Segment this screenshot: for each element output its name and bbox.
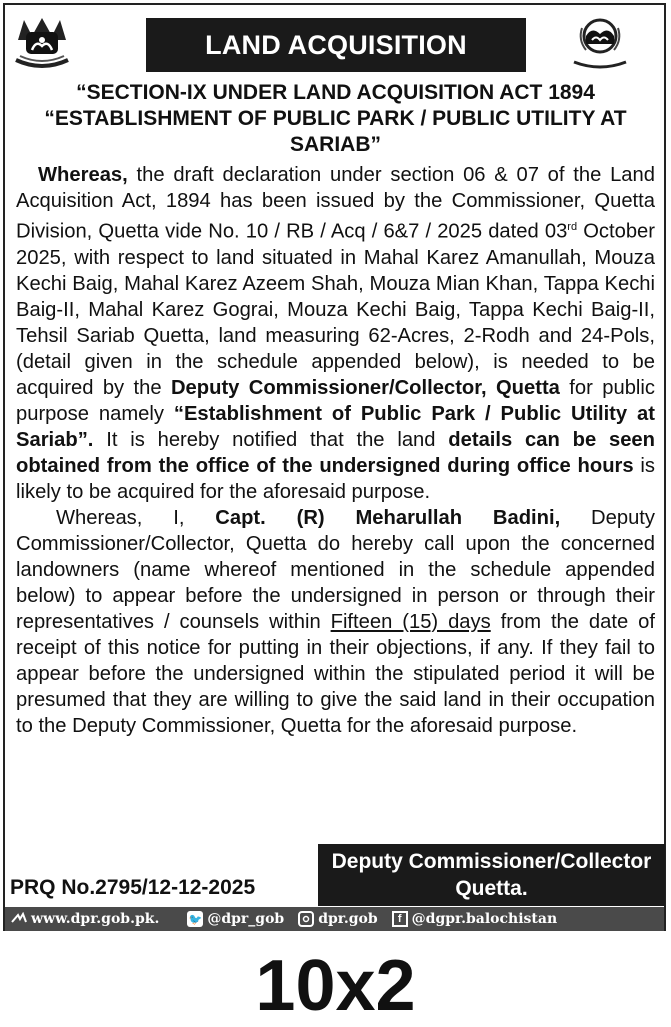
prq-number: PRQ No.2795/12-12-2025 [10, 876, 256, 899]
website-link[interactable]: www.dpr.gob.pk. [11, 911, 159, 927]
facebook-link[interactable]: f @dgpr.balochistan [392, 911, 557, 927]
paragraph-declaration: Whereas, the draft declaration under section 06 & 07 of the Land Acquisition Act, 1894 has been issued by the Commissioner, Quetta Division, Quetta vide No. 10 / RB / Acq / 6&7 / 2025 dated 03rd October 2025, with respect to land situated in Mahal Karez Amanullah, Mouza Kechi Baig, Mahal Karez Azeem Shah, Mouza Mian Khan, Tappa Kechi Baig-II, Mahal Karez Gograi, Mouza Kechi Baig, Tappa Kechi Baig-II, Tehsil Sariab Quetta, land measuring 62-Acres, 2-Rodh and 24-Pols, (detail given in the schedule appended below), is needed to be acquired by the Deputy Commissioner/Collector, Quetta for public purpose namely “Establishment of Public Park / Public Utility at Sariab”. It is hereby notified that the land details can be seen obtained from the office of the undersigned during office hours is likely to be acquired for the aforesaid purpose. [16, 164, 656, 503]
signature-city: Quetta. [455, 877, 528, 900]
balochistan-emblem-logo [10, 10, 74, 74]
section-heading: “SECTION-IX UNDER LAND ACQUISITION ACT 1894 [76, 81, 595, 104]
officer-name: Capt. (R) Meharullah Badini, [215, 506, 561, 529]
twitter-icon: 🐦 [188, 912, 203, 926]
collector-name: Deputy Commissioner/Collector, Quetta [170, 376, 560, 399]
paragraph-call-upon: Whereas, I, Capt. (R) Meharullah Badini, Deputy Commissioner/Collector, Quetta do hereby call upon the concerned landowners (name whereof mentioned in the schedule appended below) to appear before the undersigned in person or through their representatives / counsels within Fifteen (15) days from the date of receipt of this notice for putting in their objections, if any. If they fail to appear before the undersigned within the stipulated period it will be presumed that they are willing to give the said land in their occupation to the Deputy Commissioner, Quetta for the aforesaid purpose. [16, 506, 655, 737]
purpose-text: “Establishment of Public Park / Public Utility at Sariab”. [16, 402, 655, 451]
notice-title: LAND ACQUISITION [146, 18, 526, 72]
whereas-label: Whereas, [38, 164, 128, 186]
signature-block [318, 844, 665, 906]
globe-icon [11, 911, 27, 927]
deadline-days: Fifteen (15) days [330, 610, 491, 633]
instagram-icon [298, 911, 314, 927]
facebook-icon: f [392, 911, 408, 927]
twitter-link[interactable]: 🐦 @dpr_gob [188, 911, 285, 927]
project-heading: “ESTABLISHMENT OF PUBLIC PARK / PUBLIC UTILITY AT [44, 107, 627, 130]
dgpr-emblem-logo [568, 12, 632, 76]
ad-size-label: 10x2 [255, 946, 416, 1026]
footer-social-bar [5, 907, 664, 931]
signature-title: Deputy Commissioner/Collector [331, 850, 652, 873]
details-text: details can be seen obtained from the office of the undersigned during office hours [16, 428, 655, 477]
instagram-link[interactable]: dpr.gob [298, 911, 377, 927]
project-heading-continued: SARIAB” [289, 133, 381, 156]
notice-body [16, 162, 655, 739]
